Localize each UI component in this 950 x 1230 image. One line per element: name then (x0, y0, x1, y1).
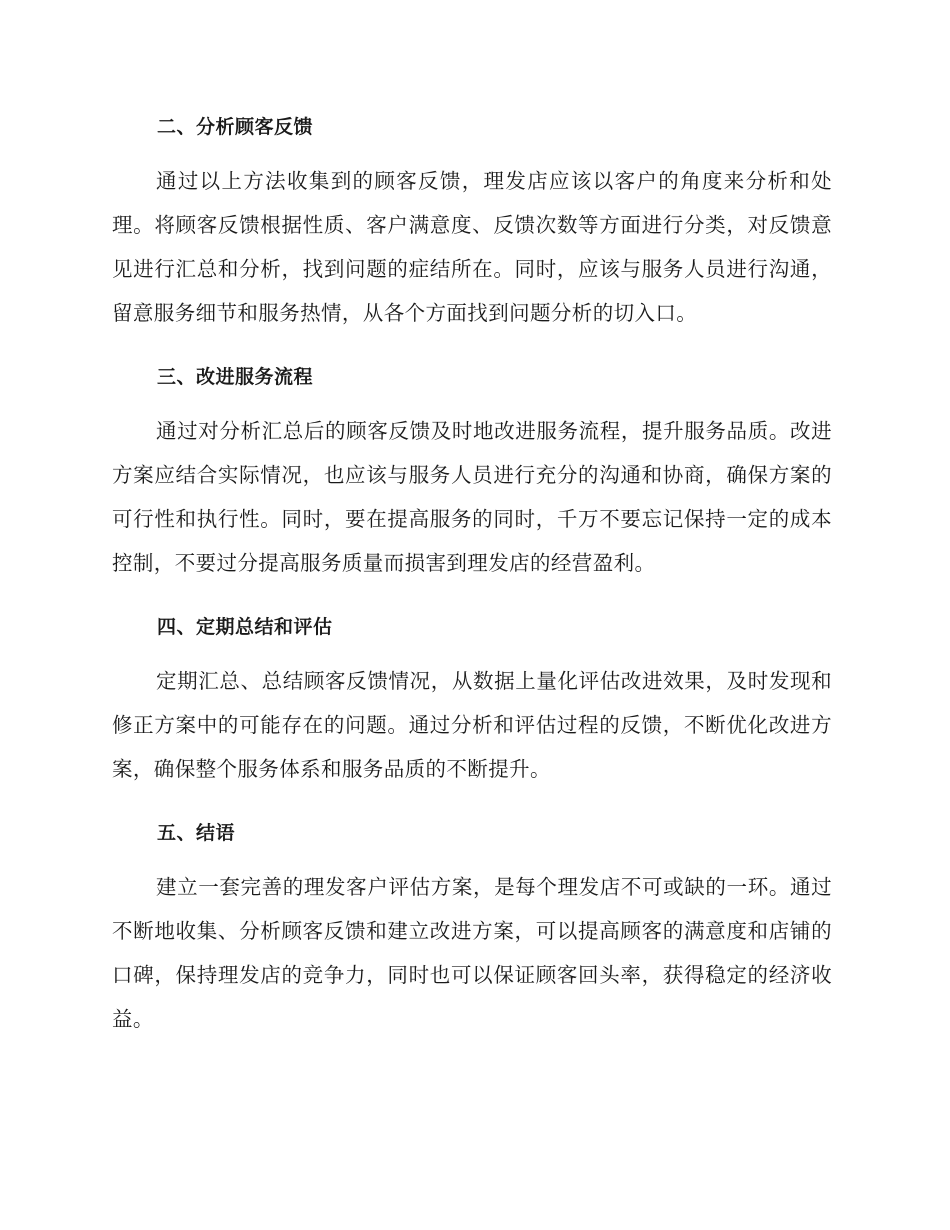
section-heading: 三、改进服务流程 (157, 366, 314, 388)
section-heading: 五、结语 (157, 822, 236, 844)
section-periodic-review (0, 612, 950, 791)
section-heading: 二、分析顾客反馈 (157, 116, 314, 138)
section-paragraph: 通过以上方法收集到的顾客反馈，理发店应该以客户的角度来分析和处理。将顾客反馈根据性质、客户满意度、反馈次数等方面进行分类，对反馈意见进行汇总和分析，找到问题的症结所在。同时，应该与服务人员进行沟通，留意服务细节和服务热情，从各个方面找到问题分析的切入口。 (112, 169, 832, 325)
section-heading: 四、定期总结和评估 (157, 616, 333, 638)
section-paragraph: 建立一套完善的理发客户评估方案，是每个理发店不可或缺的一环。通过不断地收集、分析顾客反馈和建立改进方案，可以提高顾客的满意度和店铺的口碑，保持理发店的竞争力，同时也可以保证顾客回头率，获得稳定的经济收益。 (112, 875, 832, 1031)
section-paragraph: 定期汇总、总结顾客反馈情况，从数据上量化评估改进效果，及时发现和修正方案中的可能存在的问题。通过分析和评估过程的反馈，不断优化改进方案，确保整个服务体系和服务品质的不断提升。 (112, 669, 832, 781)
section-improve-process (0, 362, 950, 585)
section-conclusion (0, 818, 950, 1041)
section-paragraph: 通过对分析汇总后的顾客反馈及时地改进服务流程，提升服务品质。改进方案应结合实际情况，也应该与服务人员进行充分的沟通和协商，确保方案的可行性和执行性。同时，要在提高服务的同时，千万不要忘记保持一定的成本控制，不要过分提高服务质量而损害到理发店的经营盈利。 (112, 419, 832, 575)
section-analyze-feedback (0, 112, 950, 335)
